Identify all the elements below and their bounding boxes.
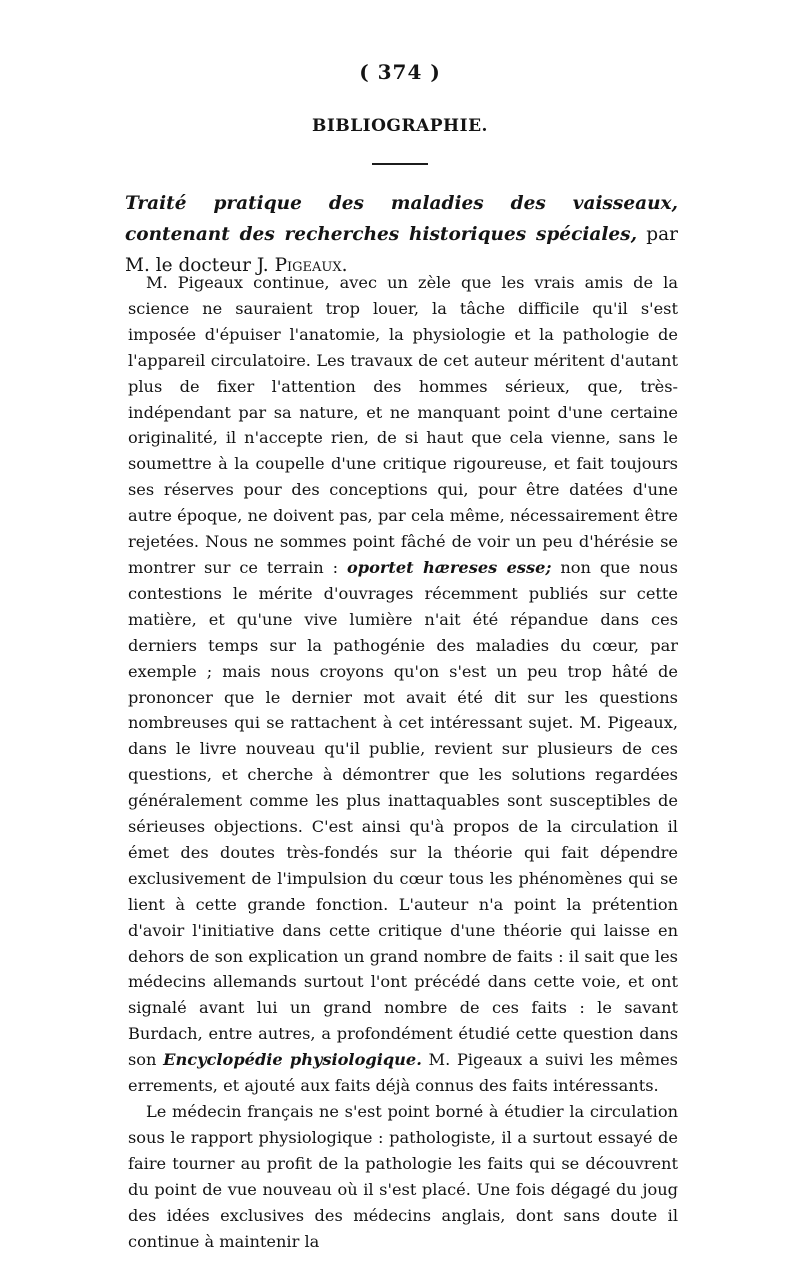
paragraph-1-part-2: non que nous contestions le mérite d'ouvrages récemment publiés sur cette matière, et qu'une vive lumière n'ait été répandue dans ces derniers temps sur la pathogénie des maladies du cœur, par exemple ; mais nous croyons qu'on s'est un peu trop hâté de prononcer que le dernier mot avait été dit sur les questions nombreuses qui se rattachent à cet intéressant sujet. M. Pigeaux, dans le livre nouveau qu'il publie, revient sur plusieurs de ces questions, et cherche à démontrer que les solutions regardées généralement comme les plus inattaquables sont susceptibles de sérieuses objections. C'est ainsi qu'à propos de la circulation il émet des doutes très-fondés sur la théorie qui fait dépendre exclusivement de l'impulsion du cœur tous les phénomènes qui se lient à cette grande fonction. L'auteur n'a point la prétention d'avoir l'initiative dans cette critique d'une théorie qui laisse en dehors de son explication un grand nombre de faits : il sait que les médecins allemands surtout l'ont précédé dans cette voie, et ont signalé avant lui un grand nombre de ces faits : le savant Burdach, entre autres, a profondément étudié cette question dans son [128, 557, 678, 1070]
book-byline-end: . [341, 255, 348, 276]
paragraph-2: Le médecin français ne s'est point borné à étudier la circulation sous le rapport physiologique : pathologiste, il a surtout essayé de faire tourner au profit de la pathologie les faits qui se découvrent du point de vue nouveau où il s'est placé. Une fois dégagé du joug des idées exclusives des médecins anglais, dont sans doute il continue à maintenir la [128, 1102, 678, 1251]
page-number: ( 374 ) [359, 60, 441, 84]
section-title: BIBLIOGRAPHIE. [312, 116, 488, 136]
book-author: Pigeaux [274, 255, 342, 276]
title-rule-divider [372, 163, 428, 165]
paragraph-1-part-1: M. Pigeaux continue, avec un zèle que les vrais amis de la science ne sauraient trop louer, la tâche difficile qu'il s'est imposée d'épuiser l'anatomie, la physiologie et la pathologie de l'appareil circulatoire. Les travaux de cet auteur méritent d'autant plus de fixer l'attention des hommes sérieux, que, très-indépendant par sa nature, et ne manquant point d'une certaine originalité, il n'accepte rien, de si haut que cela vienne, sans le soumettre à la coupelle d'une critique rigoureuse, et fait toujours ses réserves pour des conceptions qui, pour être datées d'une autre époque, ne doivent pas, par cela même, nécessairement être rejetées. Nous ne sommes point fâché de voir un peu d'hérésie se montrer sur ce terrain : [128, 273, 678, 577]
cited-work-title: Encyclopédie physiologique. [163, 1050, 422, 1070]
book-title: Traité pratique des maladies des vaisseaux, contenant des recherches historiques spéciales, [125, 193, 678, 245]
paragraph-1 [128, 270, 678, 1099]
latin-quote: oportet hæreses esse; [346, 557, 552, 577]
body-text [128, 270, 678, 1254]
paragraph-1-part-3: M. Pigeaux a suivi les mêmes errements, et ajouté aux faits déjà connus des faits intéressants. [128, 1050, 678, 1096]
review-heading [125, 188, 678, 281]
book-byline: par M. le docteur J. [125, 224, 678, 276]
